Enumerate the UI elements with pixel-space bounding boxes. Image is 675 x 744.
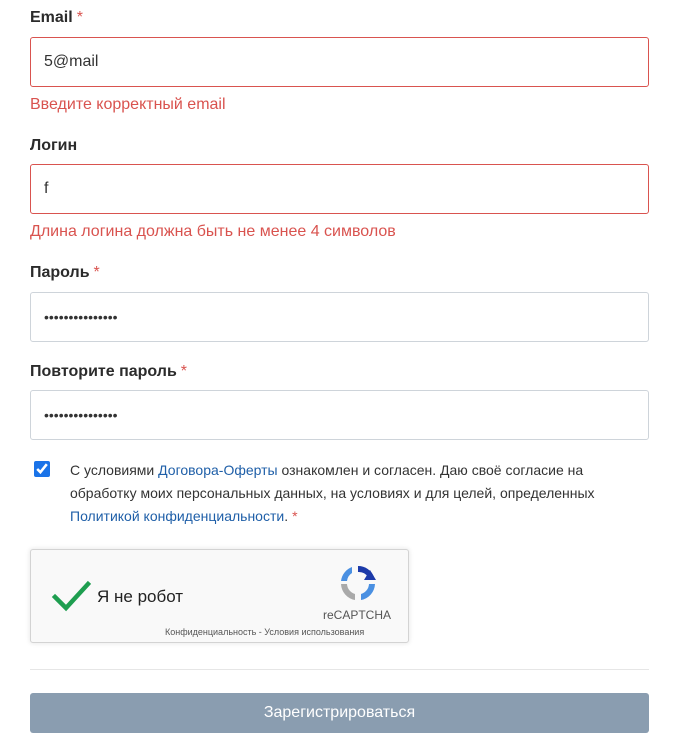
login-label: Логин — [30, 137, 78, 154]
password-input[interactable] — [30, 292, 649, 342]
recaptcha-brand: reCAPTCHA — [323, 608, 392, 622]
password-repeat-input[interactable] — [30, 390, 649, 440]
password-required-mark: * — [93, 264, 100, 281]
register-button[interactable]: Зарегистрироваться — [30, 693, 649, 733]
consent-block — [30, 459, 649, 528]
form-divider — [30, 669, 649, 670]
password-label-text: Пароль — [30, 264, 90, 281]
recaptcha-links-separator: - — [256, 627, 265, 637]
email-input[interactable] — [30, 37, 649, 87]
consent-text-part-1: С условиями — [70, 462, 159, 478]
email-label-text: Email — [30, 9, 73, 26]
recaptcha-logo-icon — [337, 562, 379, 604]
recaptcha-widget[interactable] — [30, 549, 409, 643]
password-repeat-label-text: Повторите пароль — [30, 363, 177, 380]
recaptcha-terms-link[interactable]: Условия использования — [264, 627, 365, 637]
login-error: Длина логина должна быть не менее 4 символов — [30, 223, 396, 240]
email-required-mark: * — [76, 9, 83, 26]
password-label — [30, 263, 100, 283]
email-label — [30, 8, 83, 28]
consent-required-mark: * — [292, 508, 298, 524]
offer-agreement-link[interactable]: Договора-Оферты — [158, 462, 278, 478]
password-repeat-required-mark: * — [180, 363, 188, 380]
email-error: Введите корректный email — [30, 96, 226, 113]
consent-checkbox[interactable] — [34, 461, 50, 477]
consent-text-part-3: . — [284, 508, 289, 524]
login-input[interactable] — [30, 164, 649, 214]
privacy-policy-link[interactable]: Политикой конфиденциальности — [70, 508, 285, 524]
recaptcha-links — [165, 627, 364, 637]
checkmark-icon — [51, 576, 91, 616]
consent-text — [70, 459, 649, 528]
consent-text-part-2: ознакомлен и согласен. Даю своё согласие на обработку моих персональных данных, на условиях и для целей, определенных — [70, 462, 595, 501]
recaptcha-privacy-link[interactable]: Конфиденциальность — [165, 627, 257, 637]
recaptcha-label: Я не робот — [97, 587, 184, 606]
password-repeat-label — [30, 362, 187, 382]
